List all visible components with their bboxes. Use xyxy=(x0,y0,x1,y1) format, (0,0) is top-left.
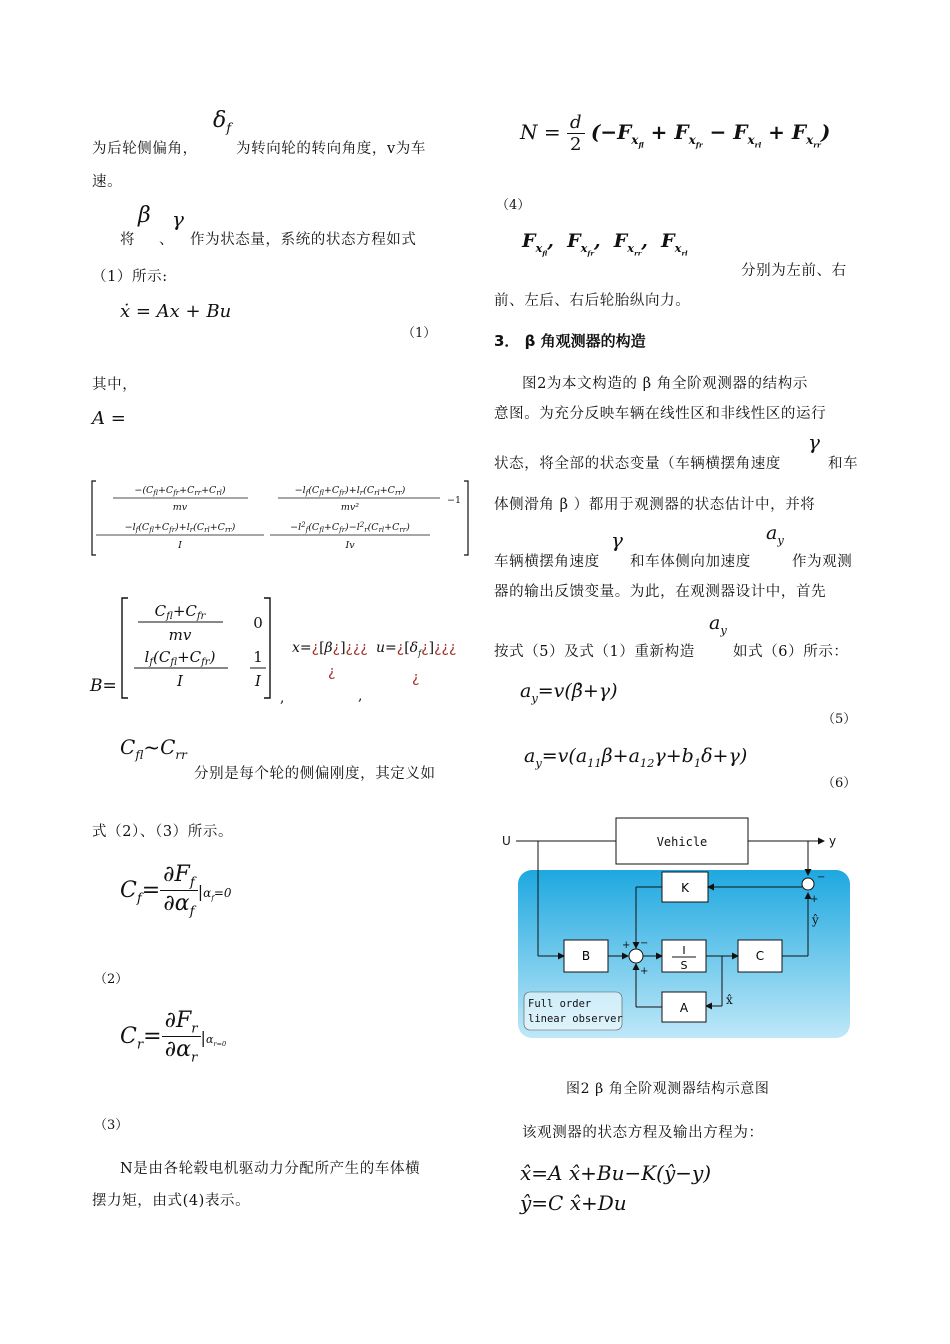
observer-equations: x̂=A x̂+Bu−K(ŷ−y) ŷ=C x̂+Du xyxy=(520,1161,712,1215)
left-text-line8: 式（2）、（3）所示。 xyxy=(92,824,234,840)
eq3-number: （3） xyxy=(94,1118,129,1133)
matrix-a-label: A = xyxy=(92,408,126,429)
minus-sign-right: − xyxy=(817,872,826,883)
vehicle-label: Vehicle xyxy=(656,835,708,849)
plus-sign-left: + xyxy=(622,940,631,951)
left-text-line1b: 为转向轮的转向角度，v为车 xyxy=(236,141,426,157)
left-text-line1: 为后轮侧偏角， xyxy=(92,141,198,157)
integrator-denominator: S xyxy=(680,959,688,972)
svg-text:mv: mv xyxy=(168,626,192,644)
left-text-line2: 速。 xyxy=(92,174,123,190)
right-text-p5c: 作为观测 xyxy=(792,554,853,570)
right-text-p4: 体侧滑角 β ）都用于观测器的状态估计中，并将 xyxy=(494,497,816,513)
gain-k-label: K xyxy=(681,881,689,895)
left-text-line3c: 作为状态量，系统的状态方程如式 xyxy=(190,232,417,248)
right-text-p1: 图2为本文构造的 β 角全阶观测器的结构示 xyxy=(522,376,808,392)
svg-text:0: 0 xyxy=(253,614,263,632)
svg-text:lf(Cfl+Cfr): $l_f(C_{fl}+C_{fr})$ xyxy=(144,648,216,668)
svg-text:,: , xyxy=(280,690,285,704)
input-u-label: U xyxy=(502,834,511,848)
beta-symbol: β xyxy=(138,203,151,228)
right-text-p3b: 和车 xyxy=(828,456,859,472)
observer-label-line2: linear observer xyxy=(528,1013,623,1025)
sum-junction-right xyxy=(802,878,814,890)
right-text-p3a: 状态，将全部的状态变量（车辆横摆角速度 xyxy=(494,456,781,472)
integrator-numerator: I xyxy=(682,944,686,957)
force-symbols: $F_{x_{fl}}$, $F_{x_{fr}}$, $F_{x_{rr}}$, $F_{x_{rl}}$ xyxy=(522,230,688,258)
gain-b-label: B xyxy=(581,949,591,963)
svg-text:Cfl+Cfr: $C_{fl}+C_{fr}$ xyxy=(154,602,206,622)
svg-text:−lf(Cfl+Cfr)+lr(Crl+Crr): $-l_f(C_{fl}+C_{fr})+l_r(C_{rl}+C_{rr})$ xyxy=(294,485,406,497)
svg-text:I: I xyxy=(255,672,261,690)
ay-symbol-2: $a_y$ xyxy=(709,612,727,637)
svg-text:I: I xyxy=(177,672,183,690)
gain-a-label: A xyxy=(679,1001,689,1015)
svg-text:1: 1 xyxy=(253,648,263,666)
svg-text:Iv: Iv xyxy=(345,540,355,551)
delta-f-symbol: $\delta_f$ xyxy=(213,108,232,137)
left-text-line3b: 、 xyxy=(159,232,175,248)
section-heading: 3． β 角观测器的构造 xyxy=(494,332,646,350)
eq1-number: （1） xyxy=(402,326,437,341)
u-vector-def: $u=¿[\delta_f¿]¿¿¿$ xyxy=(376,640,457,658)
left-text-line10: 摆力矩，由式(4)表示。 xyxy=(92,1193,251,1209)
right-text-p5a: 车辆横摆角速度 xyxy=(494,554,600,570)
equation-6: $a_y=v(a_{11}\beta+a_{12}\gamma+b_1\delta+\gamma)$ xyxy=(524,745,748,770)
right-text-r1: 分别为左前、右 xyxy=(741,263,847,279)
right-text-p8: 该观测器的状态方程及输出方程为： xyxy=(522,1125,764,1141)
comma-mark: , xyxy=(358,688,363,704)
minus-sign-left: − xyxy=(640,938,649,949)
matrix-b xyxy=(88,592,292,704)
svg-text:−1: −1 xyxy=(446,495,462,506)
svg-text:B=: B= xyxy=(90,676,117,696)
plus-sign-bottom: + xyxy=(640,966,649,977)
matrix-a xyxy=(88,477,472,559)
eq6-number: （6） xyxy=(822,776,857,791)
equation-2: $C_f=$ $\frac{\partial F_f}{\partial\alpha_f}$ $|\alpha_f=0$ xyxy=(120,862,232,920)
svg-text:mv: mv xyxy=(172,502,188,513)
right-text-p5b: 和车体侧向加速度 xyxy=(630,554,751,570)
ay-symbol: $a_y$ xyxy=(766,522,784,547)
x-vector-def: x=¿[β¿]¿¿¿ xyxy=(292,640,368,656)
x-vector-glyph: ¿ xyxy=(328,664,336,680)
svg-text:mv²: mv² xyxy=(340,502,360,513)
right-text-r2: 前、左后、右后轮胎纵向力。 xyxy=(494,293,691,309)
eq2-number: （2） xyxy=(94,972,129,987)
figure-caption: 图2 β 角全阶观测器结构示意图 xyxy=(566,1081,770,1097)
observer-block-diagram xyxy=(494,808,866,1044)
right-text-p6: 器的输出反馈变量。为此，在观测器设计中，首先 xyxy=(494,584,827,600)
right-text-p7a: 按式（5）及式（1）重新构造 xyxy=(494,644,695,660)
right-text-p2: 意图。为充分反映车辆在线性区和非线性区的运行 xyxy=(494,406,827,422)
gamma-symbol-2: γ xyxy=(808,430,820,454)
cfl-crr-symbol: $C_{fl}\sim C_{rr}$ xyxy=(120,735,187,762)
observer-label-line1: Full order xyxy=(528,998,592,1010)
output-y-label: y xyxy=(829,834,837,848)
xhat-label: x̂ xyxy=(726,993,733,1007)
eq4-number: （4） xyxy=(496,198,531,213)
equation-5: $a_y=v(\betȧ+\gamma)$ xyxy=(520,680,618,705)
left-text-line4: （1）所示: xyxy=(92,269,168,285)
equation-4: N = $\frac{d}{2}$ $(-F_{x_{fl}} + F_{x_{fr}} - F_{x_{rl}} + F_{x_{rr}})$ xyxy=(520,112,831,155)
equation-3: $C_r=$ $\frac{\partial F_r}{\partial\alpha_r}$ $|\alpha_{r=0}$ xyxy=(120,1008,227,1066)
right-text-p7b: 如式（6）所示： xyxy=(733,644,849,660)
left-text-line9: N是由各轮毂电机驱动力分配所产生的车体横 xyxy=(120,1161,421,1177)
svg-text:−lf(Cfl+Cfr)+lr(Crl+Crr): $-l_f(C_{fl}+C_{fr})+l_r(C_{rl}+C_{rr})$ xyxy=(124,522,236,534)
left-text-line7: 分别是每个轮的侧偏刚度，其定义如 xyxy=(194,766,436,782)
eq5-number: （5） xyxy=(822,712,857,727)
svg-text:−(Cfl+Cfr+Crr+Crl): $-(C_{fl}+C_{fr}+C_{rr}+C_{rl})$ xyxy=(134,485,226,497)
plus-sign-right: + xyxy=(810,894,819,905)
left-text-line3a: 将 xyxy=(120,232,136,248)
gamma-symbol-3: γ xyxy=(611,528,623,552)
yhat-label: ŷ xyxy=(812,913,819,927)
left-text-line5: 其中， xyxy=(92,377,138,393)
u-vector-glyph: ¿ xyxy=(412,670,420,686)
gain-c-label: C xyxy=(755,949,765,963)
sum-junction-left xyxy=(629,949,643,963)
equation-1: ẋ = Ax + Bu xyxy=(120,301,232,322)
svg-text:I: I xyxy=(178,540,182,551)
gamma-symbol: γ xyxy=(172,207,184,231)
svg-text:−l2f(Cfl+Cfr)−l2r(Crl+Crr): $-l^2_f(C_{fl}+C_{fr})-l^2_r(C_{rl}+C_{rr})$ xyxy=(290,521,410,534)
